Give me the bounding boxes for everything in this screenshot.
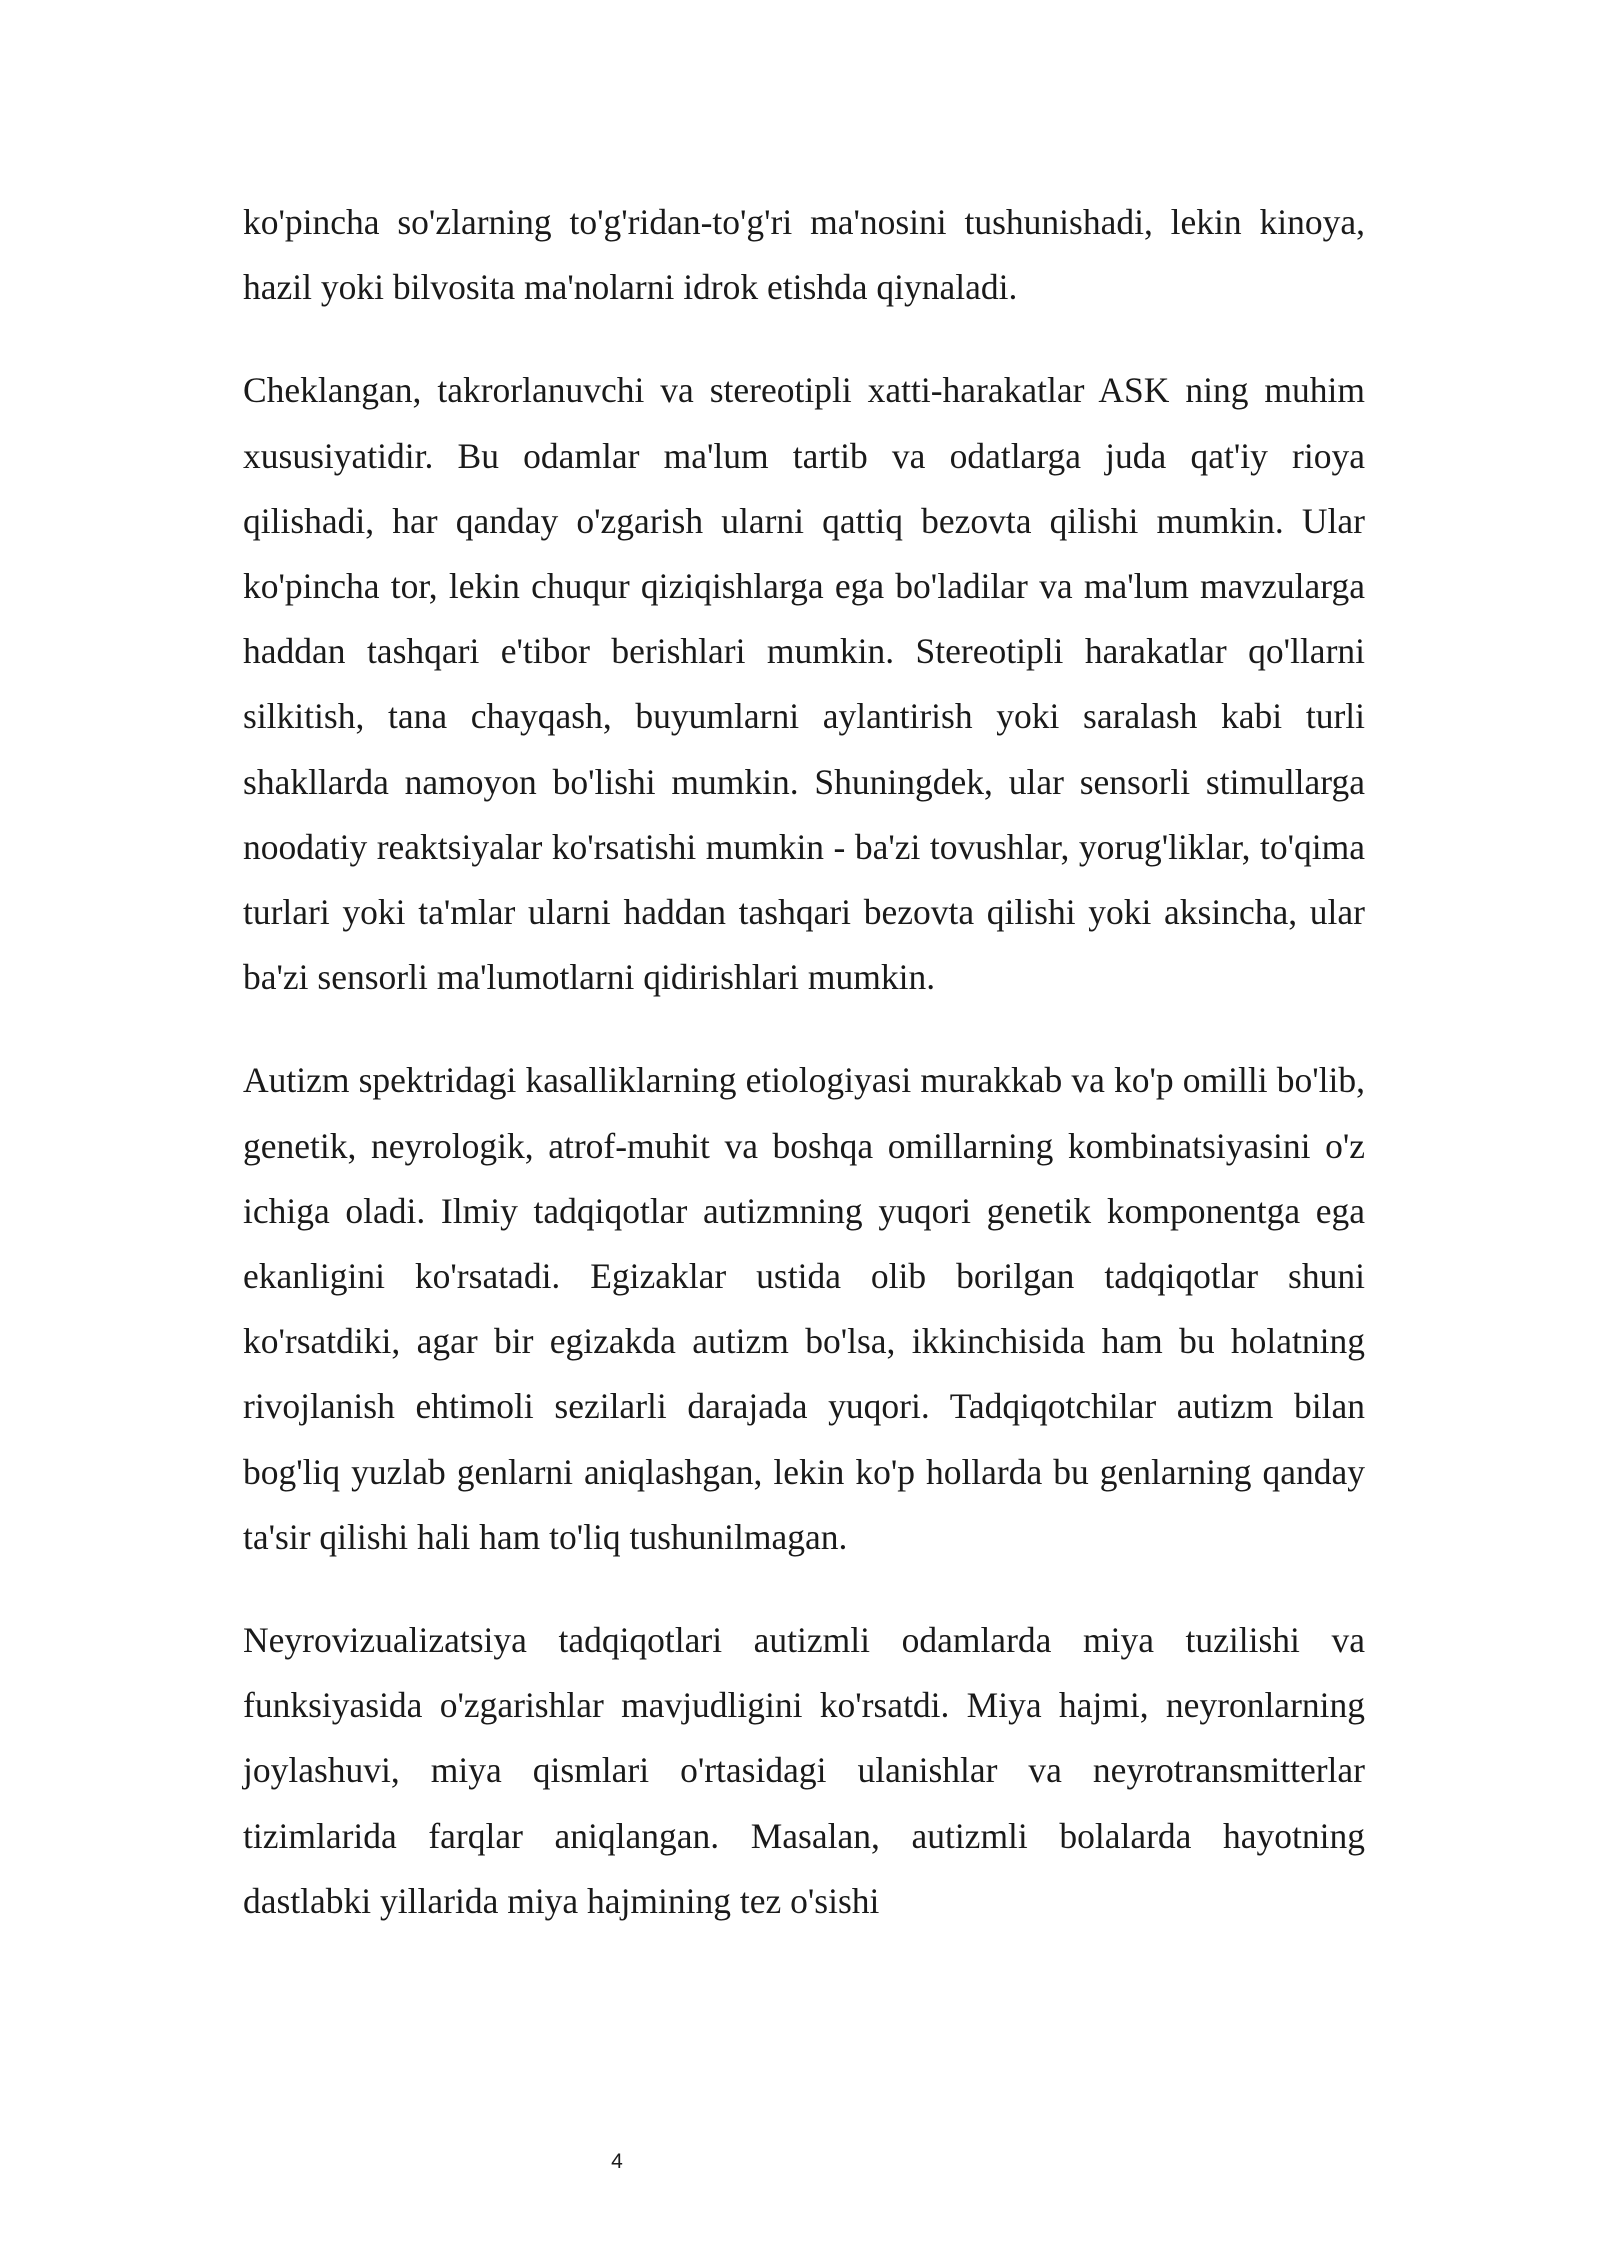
paragraph: Cheklangan, takrorlanuvchi va stereotipli xatti-harakatlar ASK ning muhim xususiyatidir. Bu odamlar ma'lum tartib va odatlarga juda qat'iy rioya qilishadi, har qanday o'zgarish ularni qattiq bezovta qilishi mumkin. Ular ko'pincha tor, lekin chuqur qiziqishlarga ega bo'ladilar va ma'lum mavzularga haddan tashqari e'tibor berishlari mumkin. Stereotipli harakatlar qo'llarni silkitish, tana chayqash, buyumlarni aylantirish yoki saralash kabi turli shakllarda namoyon bo'lishi mumkin. Shuningdek, ular sensorli stimullarga noodatiy reaktsiyalar ko'rsatishi mumkin - ba'zi tovushlar, yorug'liklar, to'qima turlari yoki ta'mlar ularni haddan tashqari bezovta qilishi yoki aksincha, ular ba'zi sensorli ma'lumotlarni qidirishlari mumkin. — [243, 370, 1365, 998]
paragraph: Autizm spektridagi kasalliklarning etiologiyasi murakkab va ko'p omilli bo'lib, genetik, neyrologik, atrof-muhit va boshqa omillarning kombinatsiyasini o'z ichiga oladi. Ilmiy tadqiqotlar autizmning yuqori genetik komponentga ega ekanligini ko'rsatadi. Egizaklar ustida olib borilgan tadqiqotlar shuni ko'rsatdiki, agar bir egizakda autizm bo'lsa, ikkinchisida ham bu holatning rivojlanish ehtimoli sezilarli darajada yuqori. Tadqiqotchilar autizm bilan bog'liq yuzlab genlarni aniqlashgan, lekin ko'p hollarda bu genlarning qanday ta'sir qilishi hali ham to'liq tushunilmagan. — [243, 1060, 1365, 1557]
page-number: 4 — [611, 2150, 623, 2173]
paragraph: Neyrovizualizatsiya tadqiqotlari autizmli odamlarda miya tuzilishi va funksiyasida o'zgarishlar mavjudligini ko'rsatdi. Miya hajmi, neyronlarning joylashuvi, miya qismlari o'rtasidagi ulanishlar va neyrotransmitterlar tizimlarida farqlar aniqlangan. Masalan, autizmli bolalarda hayotning dastlabki yillarida miya hajmining tez o'sishi — [243, 1620, 1365, 1921]
paragraph: ko'pincha so'zlarning to'g'ridan-to'g'ri ma'nosini tushunishadi, lekin kinoya, hazil yoki bilvosita ma'nolarni idrok etishda qiynaladi. — [243, 202, 1365, 308]
document-body — [243, 190, 1365, 1972]
